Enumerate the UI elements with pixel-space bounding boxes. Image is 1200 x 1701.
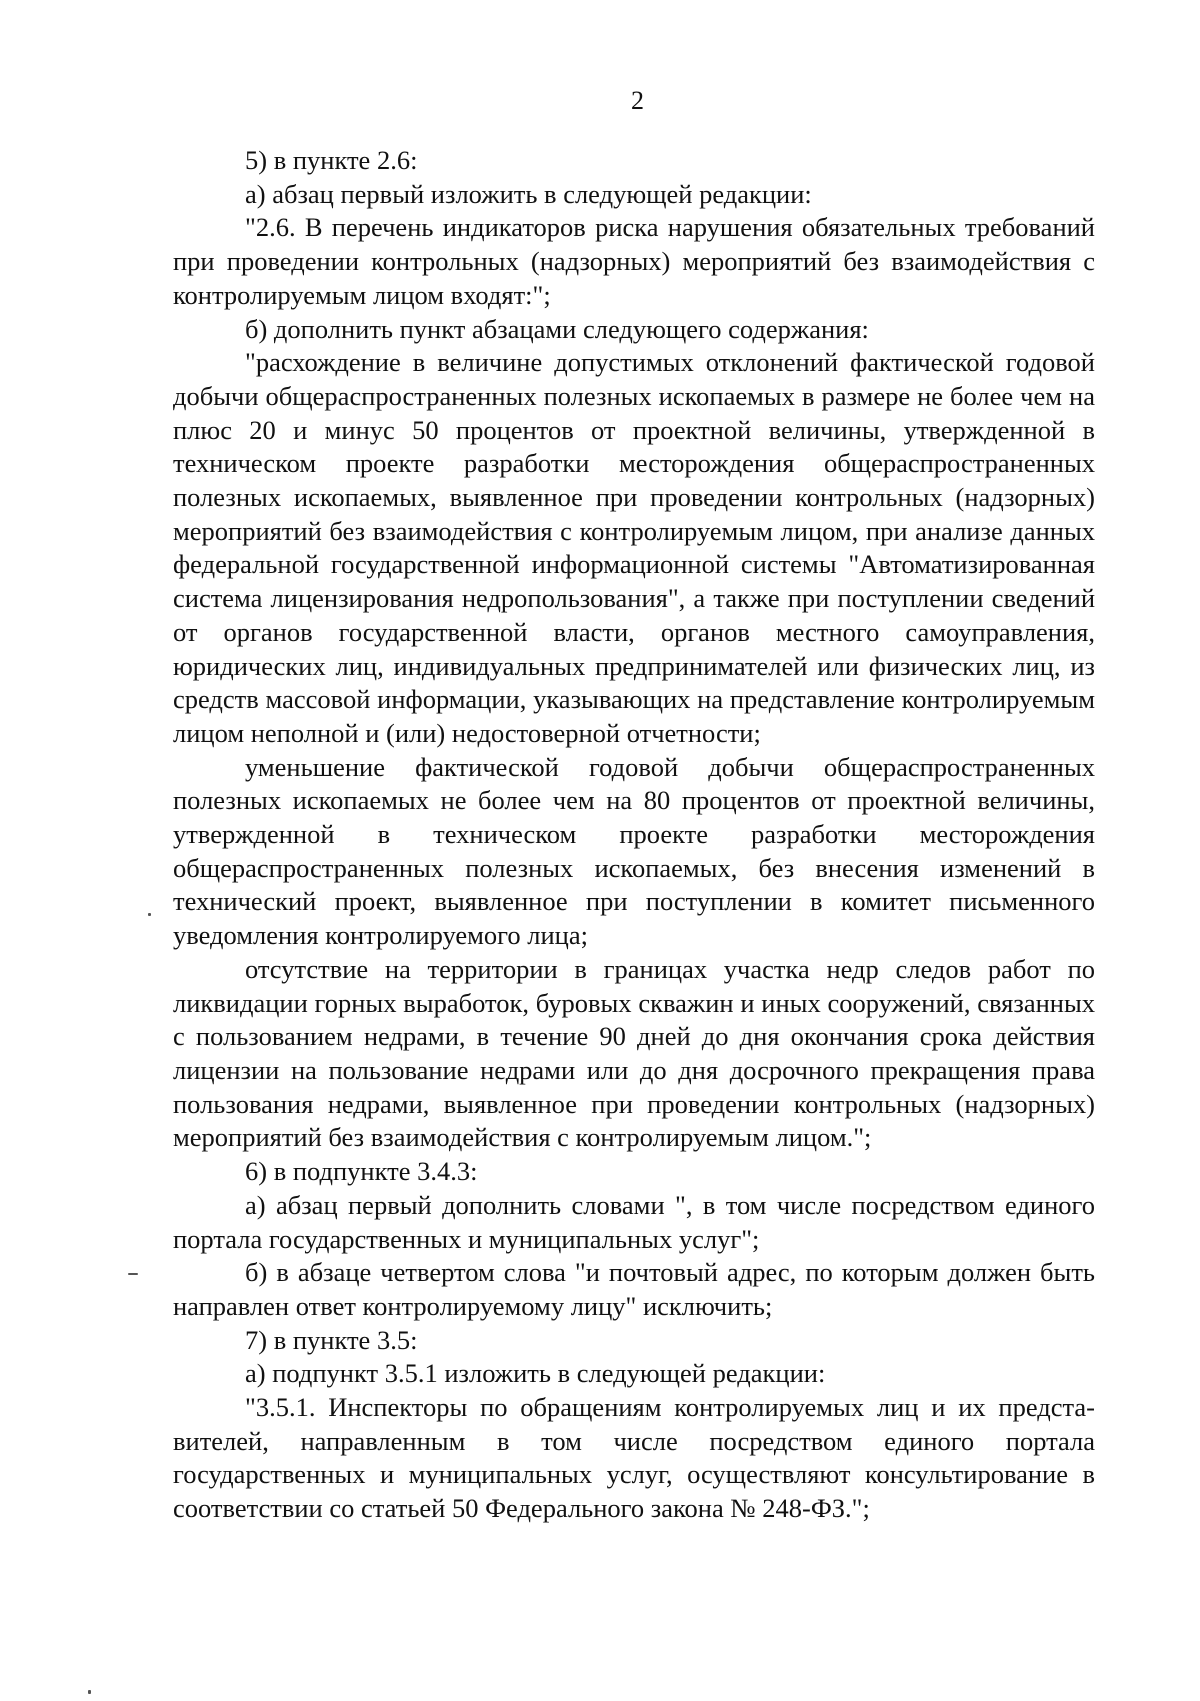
paragraph-indicator-liquidation: отсутствие на территории в границах участка недр следов работ по ликвидации горных выработок, буровых скважин и иных сооружений, связанных с пользованием недрами, в течение 90 дней до дня окончания срока действия лицензии на пользование недрами или до дня досрочного прекращения права пользования недрами, выявленное при проведении контрольных (надзорных) мероприятий без взаимодействия с контролируемым лицом."; — [173, 953, 1095, 1153]
paragraph-subitem-b: б) дополнить пункт абзацами следующего содержания: — [245, 313, 869, 344]
paragraph-indicator-decrease: уменьшение фактической годовой добычи общераспространенных полезных ископаемых не более чем на 80 процентов от проектной величины, утвержденной в техническом проекте разработки месторождения общераспространенных полезных ископаемых, без внесения изменений в технический проект, выявленное при поступлении в комитет письменного уведомления контролируемого лица; — [173, 751, 1095, 951]
paragraph-item-7-a: а) подпункт 3.5.1 изложить в следующей редакции: — [245, 1358, 826, 1389]
paragraph-quote-3-5-1: "3.5.1. Инспекторы по обращениям контролируемых лиц и их представителей, направленным в том числе посредством единого портала государственных и муниципальных услуг, осуществляют консультирование в соответствии со статьей 50 Федерального закона № 248-ФЗ."; — [173, 1392, 1095, 1524]
paragraph-subitem-a: а) абзац первый изложить в следующей редакции: — [245, 178, 812, 209]
paragraph-quote-2-6: "2.6. В перечень индикаторов риска нарушения обязательных требований при проведении контрольных (надзорных) мероприятий без взаимодействия с контролируемым лицом входят:"; — [173, 212, 1095, 310]
paragraph-item-6-heading: 6) в подпункте 3.4.3: — [245, 1156, 478, 1187]
paragraph-item-6-a: а) абзац первый дополнить словами ", в том числе посредством единого портала государственных и муниципальных услуг"; — [173, 1189, 1095, 1254]
scan-speck — [148, 913, 151, 916]
scan-speck — [88, 1690, 91, 1694]
document-body — [173, 144, 1095, 1526]
paragraph-item-7-heading: 7) в пункте 3.5: — [245, 1324, 418, 1355]
paragraph-item-5-heading: 5) в пункте 2.6: — [245, 145, 418, 175]
page-number: 2 — [631, 86, 644, 115]
paragraph-item-6-b: б) в абзаце четвертом слова "и почтовый адрес, по которым должен быть направлен ответ контролируемому лицу" исключить; — [173, 1257, 1095, 1321]
paragraph-indicator-discrepancy: "расхождение в величине допустимых отклонений фактической годовой добычи общераспространенных полезных ископаемых в размере не более чем на плюс 20 и минус 50 процентов от проектной величины, утвержденной в техническом проекте разработки месторождения общераспространенных полезных ископаемых, выявленное при проведении контрольных (надзорных) мероприятий без взаимодействия с контролируемым лицом, при анализе данных федеральной государственной информационной системы "Автоматизированная система лицензирования недропользования", а также при поступлении сведений от органов государственной власти, органов местного самоуправления, юридических лиц, индивидуальных предпринимателей или физических лиц, из средств массовой информации, указывающих на представление контролируемым лицом неполной и (или) недостоверной отчетности; — [173, 347, 1095, 748]
scan-speck — [128, 1273, 138, 1275]
